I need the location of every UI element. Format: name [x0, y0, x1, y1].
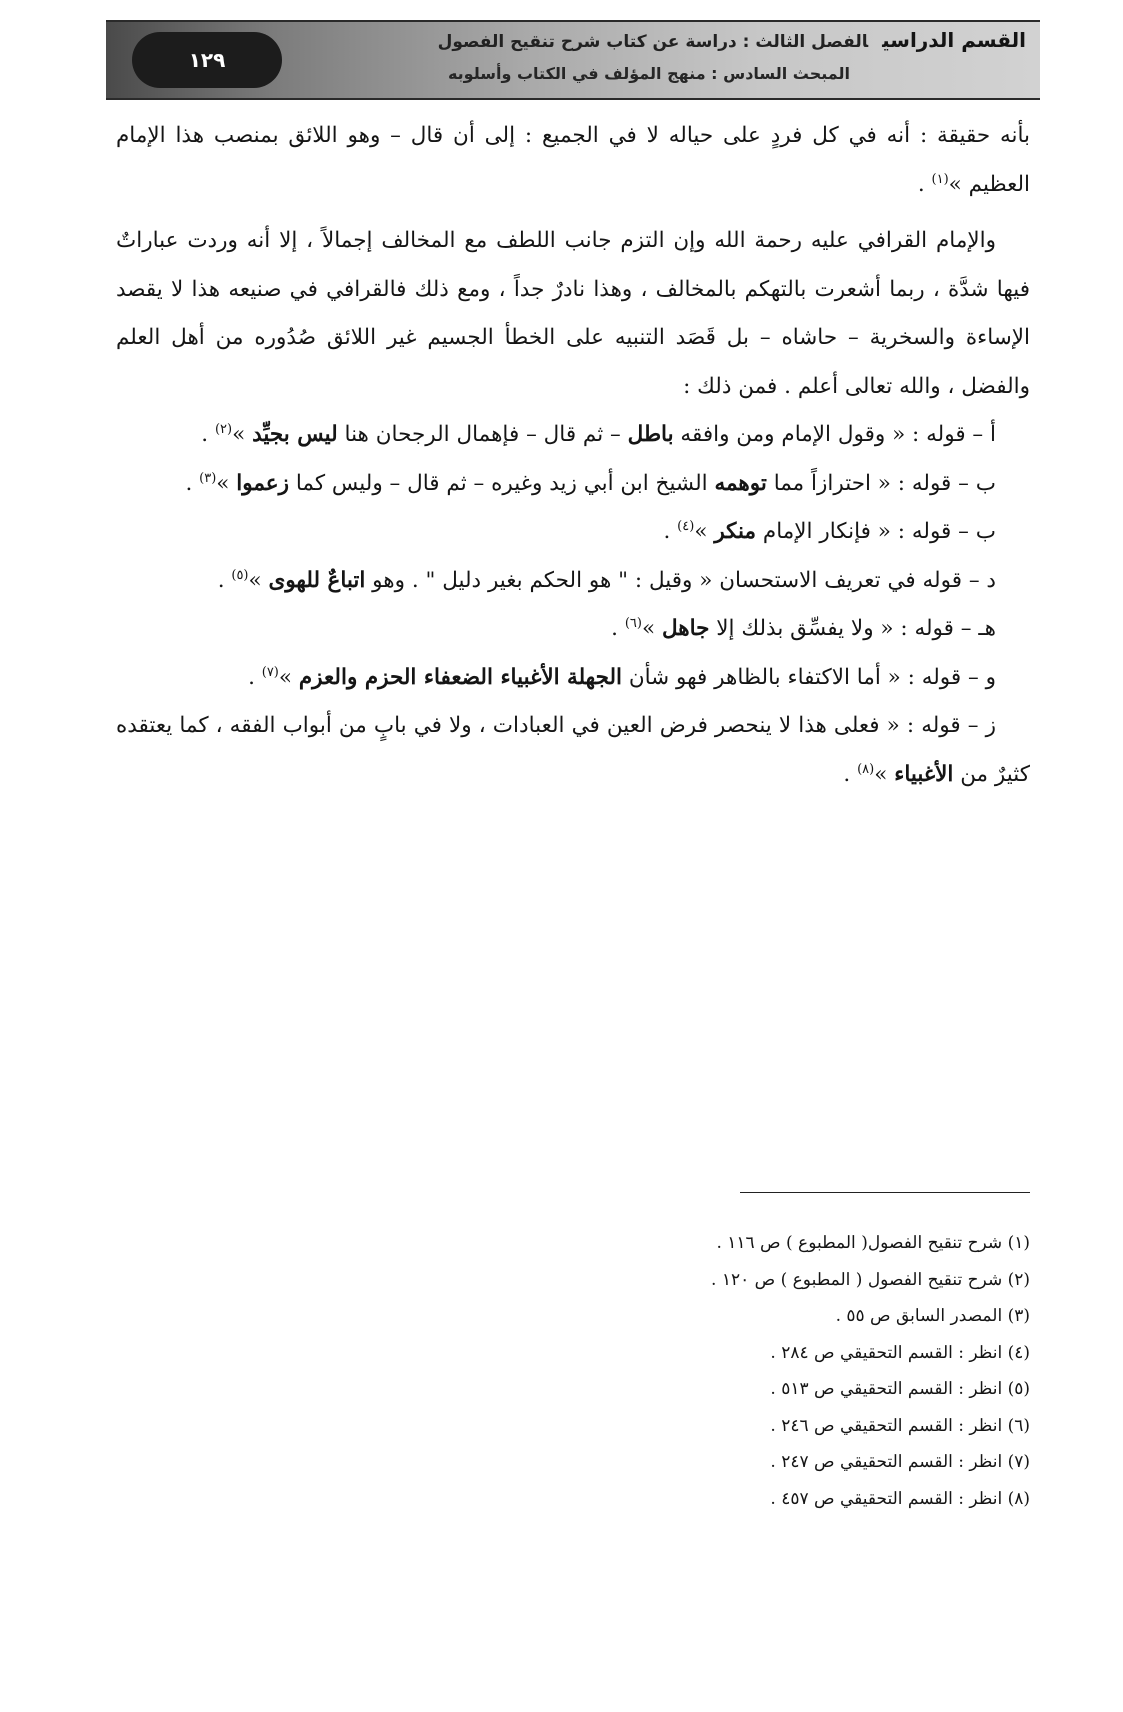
- quote-text: – ثم قال – فإهمال الرجحان هنا: [337, 422, 628, 447]
- footnote-ref[interactable]: (٧): [261, 664, 279, 680]
- punct: .: [843, 761, 858, 787]
- footnote-8: (٨) انظر : القسم التحقيقي ص ٤٥٧ .: [770, 1488, 1030, 1509]
- quote-close: »: [694, 519, 715, 544]
- footnote-ref[interactable]: (٨): [857, 761, 875, 777]
- quote-text: الشيخ ابن أبي زيد وغيره – ثم قال – وليس كما: [289, 470, 715, 496]
- footnote-3: (٣) المصدر السابق ص ٥٥ .: [835, 1306, 1030, 1326]
- quote-item-b: [116, 460, 1030, 509]
- quote-text: ب – قوله : « احترازاً مما: [766, 470, 996, 496]
- section-title: القسم الدراسي: [882, 28, 1026, 52]
- footnote-1: (١) شرح تنقيح الفصول( المطبوع ) ص ١١٦ .: [716, 1233, 1030, 1253]
- paragraph-text: بأنه حقيقة : أنه في كل فردٍ على حياله لا في الجميع : إلى أن قال – وهو اللائق بمنصب هذا الإمام العظيم »: [116, 123, 1030, 197]
- punct: .: [185, 470, 200, 496]
- quote-bold: باطل: [627, 422, 674, 447]
- quote-bold: اتباعٌ للهوى: [268, 567, 366, 593]
- footnote-ref[interactable]: (٦): [624, 616, 642, 631]
- quote-close: »: [216, 470, 237, 496]
- footnote-ref[interactable]: (٣): [199, 470, 217, 486]
- quote-close: »: [874, 761, 895, 787]
- quote-close: »: [641, 616, 662, 641]
- quote-close: »: [248, 567, 269, 593]
- footnote-2: (٢) شرح تنقيح الفصول ( المطبوع ) ص ١٢٠ .: [711, 1269, 1030, 1290]
- footnote-5: (٥) انظر : القسم التحقيقي ص ٥١٣ .: [770, 1379, 1030, 1399]
- quote-item-h: [116, 605, 1030, 654]
- quote-text: د – قوله في تعريف الاستحسان « وقيل : " هو الحكم بغير دليل " . وهو: [365, 567, 996, 593]
- quote-item-a: [116, 411, 1030, 460]
- footnote-4: (٤) انظر : القسم التحقيقي ص ٢٨٤ .: [770, 1342, 1030, 1363]
- quote-close: »: [278, 664, 299, 690]
- quote-bold: جاهل: [661, 616, 710, 641]
- subsection-title: المبحث السادس : منهج المؤلف في الكتاب وأسلوبه: [447, 64, 850, 83]
- quote-bold: زعموا: [236, 470, 289, 496]
- quote-bold: الأغبياء: [894, 761, 954, 787]
- quote-close: »: [232, 422, 253, 447]
- quote-bold: توهمه: [714, 470, 767, 496]
- footnotes: [400, 1225, 1030, 1517]
- paragraph-1: [116, 112, 1030, 209]
- page-header: [106, 20, 1040, 100]
- main-text: [116, 112, 1030, 799]
- quote-bold: منكر: [714, 519, 757, 544]
- punct: .: [611, 616, 625, 641]
- footnote-divider: [740, 1192, 1030, 1193]
- footnote-ref[interactable]: (٤): [677, 519, 695, 534]
- chapter-title: الفصل الثالث : دراسة عن كتاب شرح تنقيح الفصول: [437, 32, 869, 52]
- quote-item-z: [116, 702, 1030, 799]
- quote-item-w: [116, 654, 1030, 703]
- footnote-ref[interactable]: (٢): [214, 422, 233, 437]
- paragraph-2: والإمام القرافي عليه رحمة الله وإن التزم جانب اللطف مع المخالف إجمالاً ، إلا أنه وردت عباراتٌ فيها شدَّة ، ربما أشعرت بالتهكم بالمخالف ، وهذا نادرٌ جداً ، ومع ذلك فالقرافي في صنيعه هذا لا يقصد الإساءة والسخرية – حاشاه – بل قَصَد التنبيه على الخطأ الجسيم غير اللائق صُدُوره من أهل العلم والفضل ، والله تعالى أعلم . فمن ذلك :: [116, 228, 1030, 399]
- footnote-6: (٦) انظر : القسم التحقيقي ص ٢٤٦ .: [770, 1415, 1030, 1436]
- footnote-ref[interactable]: (٥): [231, 567, 249, 583]
- footnote-ref[interactable]: (١): [931, 171, 949, 187]
- page-number: ١٢٩: [132, 32, 282, 88]
- punct: .: [217, 567, 232, 593]
- quote-item-b2: [116, 508, 1030, 557]
- punct: .: [917, 171, 932, 197]
- header-title-line: [438, 28, 1026, 52]
- punct: .: [201, 422, 215, 447]
- footnote-7: (٧) انظر : القسم التحقيقي ص ٢٤٧ .: [770, 1452, 1030, 1472]
- quote-text: أ – قوله : « وقول الإمام ومن وافقه: [673, 422, 996, 447]
- quote-text: و – قوله : « أما الاكتفاء بالظاهر فهو شأن: [622, 664, 996, 690]
- quote-text: هـ – قوله : « ولا يفسِّق بذلك إلا: [709, 616, 996, 641]
- quote-text: ز – قوله : « فعلى هذا لا ينحصر فرض العين في العبادات ، ولا في بابٍ من أبواب الفقه ، كما يعتقده كثيرٌ من: [116, 713, 1030, 787]
- punct: .: [248, 664, 262, 690]
- quote-bold: الجهلة الأغبياء الضعفاء الحزم والعزم: [298, 664, 622, 690]
- quote-text: ب – قوله : « فإنكار الإمام: [756, 519, 996, 544]
- quote-item-d: [116, 557, 1030, 606]
- punct: .: [663, 519, 678, 544]
- quote-bold: ليس بجيِّد: [252, 422, 338, 447]
